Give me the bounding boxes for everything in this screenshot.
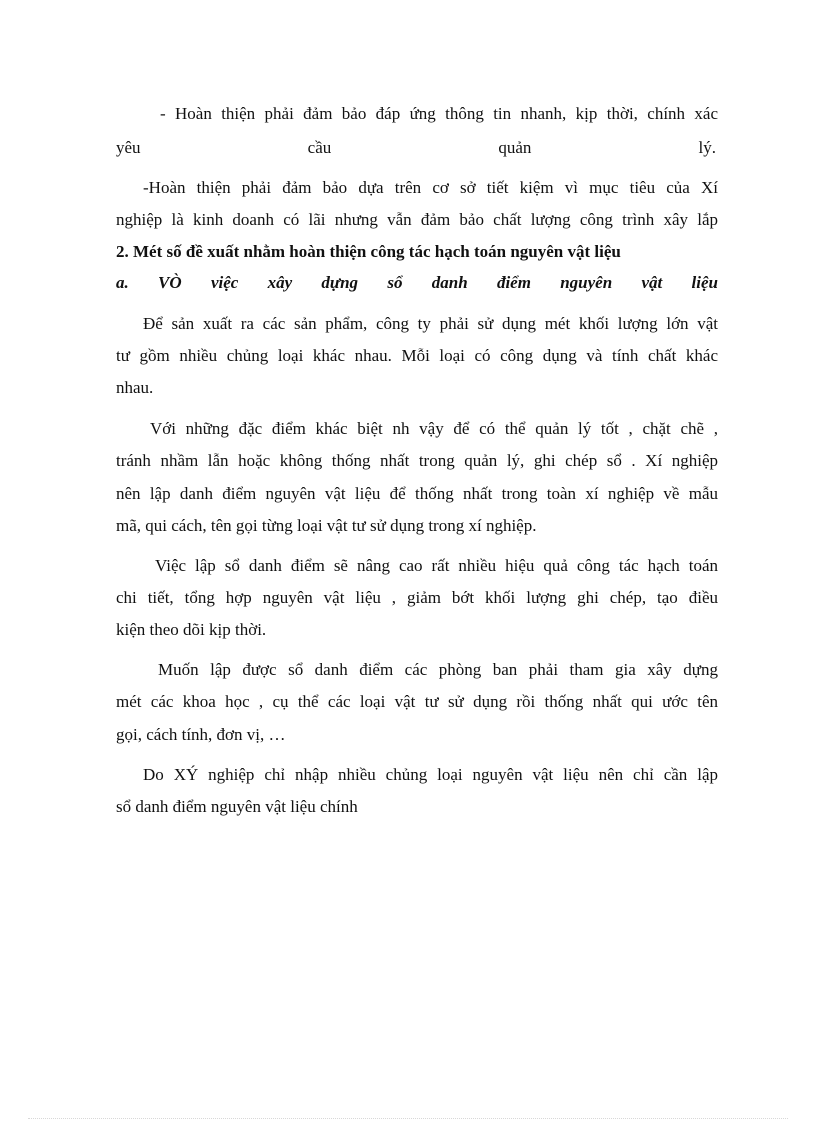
paragraph-1-line-1: - Hoàn thiện phải đảm bảo đáp ứng thông tin nhanh, kịp thời, chính xác xyxy=(160,104,718,123)
word: yêu xyxy=(116,138,141,157)
paragraph-7-line-2: sổ danh điểm nguyên vật liệu chính xyxy=(116,797,358,816)
word: danh xyxy=(431,273,468,292)
word: lý. xyxy=(698,138,716,157)
subsection-heading xyxy=(116,273,718,293)
paragraph-6-line-3: gọi, cách tính, đơn vị, … xyxy=(116,725,286,744)
paragraph-3-line-1: Để sản xuất ra các sản phẩm, công ty phải sử dụng mét khối lượng lớn vật xyxy=(143,314,718,333)
paragraph-6-line-1: Muốn lập được sổ danh điểm các phòng ban phải tham gia xây dựng xyxy=(158,660,718,679)
paragraph-5-line-1: Việc lập sổ danh điểm sẽ nâng cao rất nhiều hiệu quả công tác hạch toán xyxy=(155,556,718,575)
word: nguyên xyxy=(560,273,613,292)
paragraph-4-line-1: Với những đặc điểm khác biệt nh vậy để có thể quản lý tốt , chặt chẽ , xyxy=(150,419,718,438)
page-bottom-divider xyxy=(28,1118,788,1119)
word: điểm xyxy=(496,273,531,292)
paragraph-3-line-3: nhau. xyxy=(116,378,154,397)
paragraph-4-line-2: tránh nhầm lẫn hoặc không thống nhất trong quản lý, ghi chép sổ . Xí nghiệp xyxy=(116,451,718,470)
paragraph-7-line-1: Do XÝ nghiệp chỉ nhập nhiều chủng loại nguyên vật liệu nên chỉ cần lập xyxy=(143,765,718,784)
paragraph-4-line-3: nên lập danh điểm nguyên vật liệu để thống nhất trong toàn xí nghiệp về mẫu xyxy=(116,484,718,503)
paragraph-5-line-3: kiện theo dõi kịp thời. xyxy=(116,620,267,639)
word: quản xyxy=(498,138,532,157)
paragraph-4-line-4: mã, qui cách, tên gọi từng loại vật tư sử dụng trong xí nghiệp. xyxy=(116,516,537,535)
word: liệu xyxy=(691,273,718,292)
paragraph-1-line-2 xyxy=(116,138,716,158)
paragraph-2-line-2: nghiệp là kinh doanh có lãi nhưng vẫn đảm bảo chất lượng công trình xây lắp xyxy=(116,210,718,229)
section-heading: 2. Mét số đề xuất nhằm hoàn thiện công tác hạch toán nguyên vật liệu xyxy=(116,242,621,261)
paragraph-5-line-2: chi tiết, tổng hợp nguyên vật liệu , giảm bớt khối lượng ghi chép, tạo điều xyxy=(116,588,718,607)
word: vật xyxy=(641,273,663,292)
word: sổ xyxy=(387,273,403,292)
paragraph-2-line-1: -Hoàn thiện phải đảm bảo dựa trên cơ sở tiết kiệm vì mục tiêu của Xí xyxy=(143,178,718,197)
word: xây xyxy=(267,273,293,292)
word: việc xyxy=(210,273,239,292)
word: VÒ xyxy=(158,273,182,292)
word: a. xyxy=(116,273,129,292)
paragraph-6-line-2: mét các khoa học , cụ thể các loại vật tư sử dụng rồi thống nhất qui ước tên xyxy=(116,692,718,711)
paragraph-3-line-2: tư gồm nhiều chủng loại khác nhau. Mỗi loại có công dụng và tính chất khác xyxy=(116,346,718,365)
word: dựng xyxy=(321,273,359,292)
word: cầu xyxy=(307,138,332,157)
